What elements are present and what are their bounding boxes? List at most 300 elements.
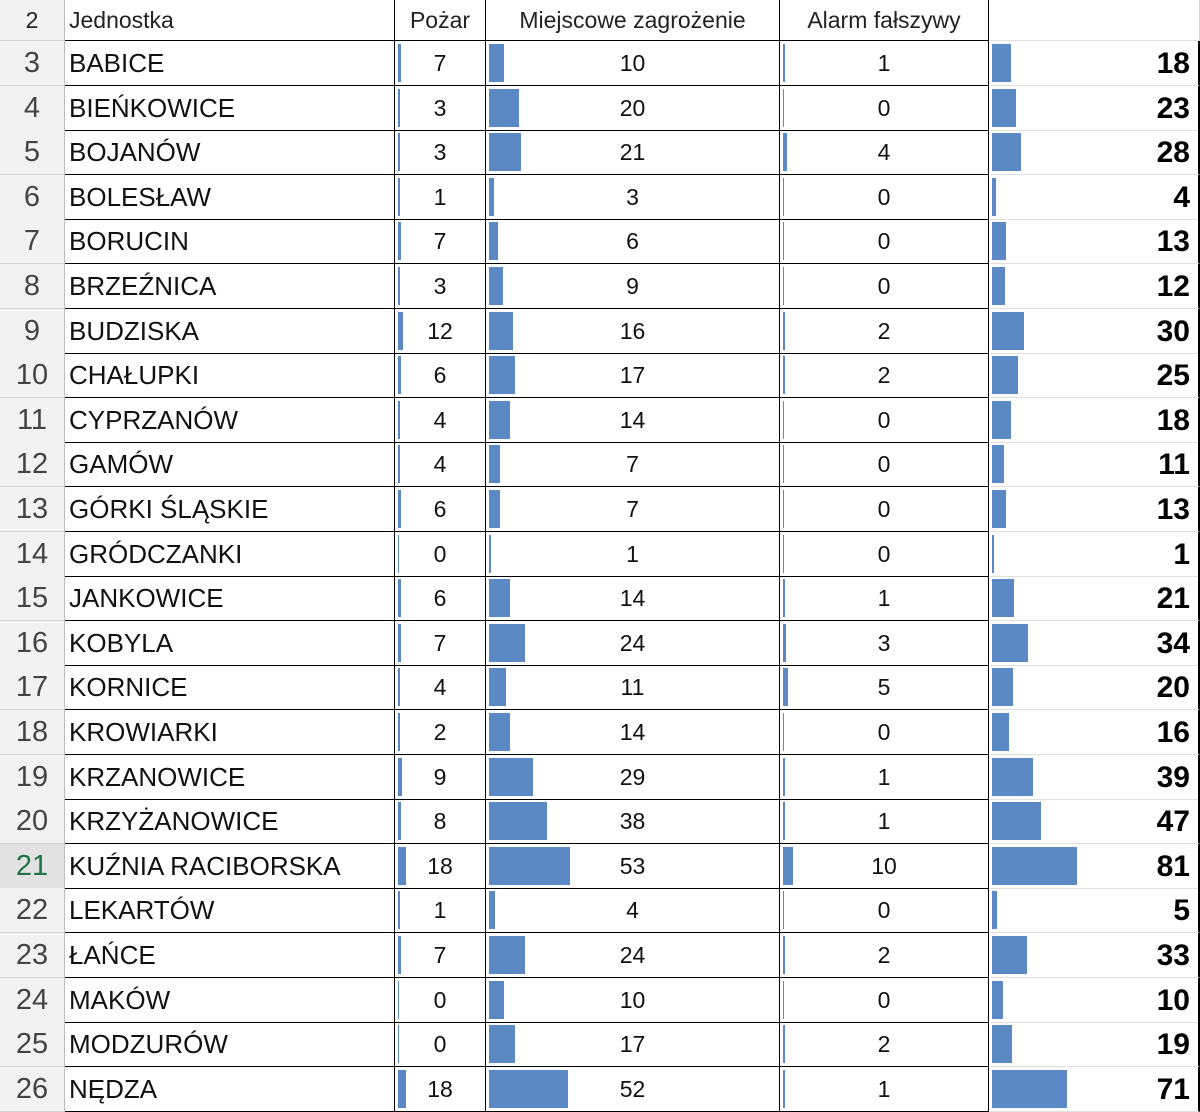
total-cell[interactable] [989,353,1200,398]
alarm-cell[interactable] [780,353,989,398]
table-row [0,130,1200,175]
alarm-value: 0 [877,540,891,567]
total-cell[interactable] [989,398,1200,443]
table-row [0,309,1200,354]
alarm-data-bar [783,267,784,305]
header-alarm-falszywy[interactable]: Alarm fałszywy [780,0,989,41]
alarm-data-bar [783,847,793,885]
unit-name-cell[interactable]: KOBYLA [65,621,395,666]
alarm-cell[interactable] [780,532,989,577]
total-data-bar [992,579,1014,617]
pozar-cell[interactable] [395,130,486,175]
alarm-cell[interactable] [780,1022,989,1067]
row-header[interactable]: 22 [0,888,65,933]
pozar-data-bar [398,1070,406,1108]
pozar-data-bar [398,936,401,974]
alarm-value: 10 [871,852,897,879]
miejscowe-data-bar [489,445,500,483]
miejscowe-cell[interactable] [486,978,780,1023]
alarm-data-bar [783,891,784,929]
row-header[interactable]: 8 [0,264,65,309]
miejscowe-cell[interactable] [486,710,780,755]
total-value: 20 [1156,671,1190,705]
total-cell[interactable] [989,710,1200,755]
alarm-value: 1 [877,50,891,76]
alarm-value: 0 [877,451,891,478]
unit-name-cell[interactable]: GÓRKI ŚLĄSKIE [65,487,395,532]
miejscowe-value: 7 [626,496,639,522]
total-cell[interactable] [989,978,1200,1023]
alarm-data-bar [783,535,784,573]
header-pozar[interactable]: Pożar [395,0,486,41]
table-row [0,353,1200,398]
total-value: 47 [1156,805,1190,839]
total-cell[interactable] [989,888,1200,933]
total-cell[interactable] [989,1022,1200,1067]
total-cell[interactable] [989,532,1200,577]
unit-name-cell[interactable]: JANKOWICE [65,576,395,621]
unit-name-cell[interactable]: KRZYŻANOWICE [65,799,395,844]
total-cell[interactable] [989,799,1200,844]
miejscowe-data-bar [489,936,525,974]
total-cell[interactable] [989,487,1200,532]
miejscowe-cell[interactable] [486,398,780,443]
pozar-value: 4 [433,451,447,478]
pozar-cell[interactable] [395,532,486,577]
total-cell[interactable] [989,41,1200,86]
unit-name-cell[interactable]: CYPRZANÓW [65,398,395,443]
total-cell[interactable] [989,755,1200,800]
total-data-bar [992,981,1003,1019]
alarm-cell[interactable] [780,219,989,264]
total-value: 34 [1156,626,1190,660]
unit-name-cell[interactable]: ŁAŃCE [65,933,395,978]
unit-name-cell[interactable]: BORUCIN [65,219,395,264]
total-data-bar [992,89,1016,127]
table-row [0,710,1200,755]
header-jednostka[interactable]: Jednostka [65,0,395,41]
total-data-bar [992,936,1027,974]
pozar-cell[interactable] [395,41,486,86]
miejscowe-cell[interactable] [486,621,780,666]
pozar-cell[interactable] [395,309,486,354]
row-header[interactable]: 18 [0,710,65,755]
total-cell[interactable] [989,264,1200,309]
miejscowe-cell[interactable] [486,309,780,354]
unit-name-cell[interactable]: KRZANOWICE [65,755,395,800]
total-value: 4 [1173,180,1190,214]
alarm-value: 0 [877,496,891,522]
table-row [0,888,1200,933]
alarm-data-bar [783,178,784,216]
pozar-data-bar [398,579,401,617]
table-row [0,1022,1200,1067]
pozar-data-bar [398,668,400,706]
pozar-data-bar [398,222,401,260]
row-header[interactable]: 7 [0,219,65,264]
pozar-cell[interactable] [395,710,486,755]
miejscowe-cell[interactable] [486,264,780,309]
miejscowe-cell[interactable] [486,532,780,577]
miejscowe-data-bar [489,981,504,1019]
pozar-data-bar [398,445,400,483]
miejscowe-cell[interactable] [486,576,780,621]
total-data-bar [992,44,1011,82]
pozar-value: 12 [427,317,453,344]
alarm-value: 0 [877,406,891,433]
total-data-bar [992,624,1028,662]
pozar-value: 3 [433,139,447,166]
miejscowe-data-bar [489,312,513,350]
pozar-cell[interactable] [395,933,486,978]
alarm-cell[interactable] [780,41,989,86]
row-header[interactable]: 24 [0,978,65,1023]
miejscowe-cell[interactable] [486,130,780,175]
pozar-cell[interactable] [395,621,486,666]
pozar-value: 1 [433,897,447,924]
pozar-value: 2 [433,719,447,745]
total-cell[interactable] [989,442,1200,487]
table-row [0,576,1200,621]
alarm-cell[interactable] [780,844,989,889]
row-header[interactable]: 26 [0,1067,65,1112]
miejscowe-data-bar [489,891,495,929]
miejscowe-cell[interactable] [486,353,780,398]
total-data-bar [992,312,1024,350]
miejscowe-data-bar [489,222,498,260]
pozar-value: 6 [433,362,447,389]
unit-name-cell[interactable]: CHAŁUPKI [65,353,395,398]
unit-name-cell[interactable]: KUŹNIA RACIBORSKA [65,844,395,889]
total-value: 13 [1156,225,1190,259]
miejscowe-data-bar [489,133,521,171]
miejscowe-cell[interactable] [486,86,780,131]
table-row [0,933,1200,978]
pozar-value: 7 [433,50,447,76]
row-header[interactable]: 19 [0,755,65,800]
total-data-bar [992,178,996,216]
total-data-bar [992,713,1009,751]
pozar-data-bar [398,535,399,573]
row-header[interactable]: 11 [0,398,65,443]
total-cell[interactable] [989,1067,1200,1112]
pozar-data-bar [398,401,400,439]
miejscowe-value: 11 [620,674,645,701]
row-header[interactable]: 15 [0,576,65,621]
total-data-bar [992,490,1006,528]
total-cell[interactable] [989,844,1200,889]
alarm-cell[interactable] [780,933,989,978]
table-row [0,175,1200,220]
total-cell[interactable] [989,309,1200,354]
table-row [0,978,1200,1023]
table-row [0,665,1200,710]
unit-name-cell[interactable]: GAMÓW [65,442,395,487]
alarm-cell[interactable] [780,576,989,621]
pozar-cell[interactable] [395,487,486,532]
unit-name-cell[interactable]: LEKARTÓW [65,888,395,933]
miejscowe-data-bar [489,802,547,840]
row-header[interactable]: 2 [0,0,65,41]
table-row [0,755,1200,800]
miejscowe-data-bar [489,89,519,127]
alarm-value: 0 [877,719,891,745]
total-value: 33 [1156,939,1190,972]
pozar-data-bar [398,981,399,1019]
pozar-cell[interactable] [395,576,486,621]
row-header[interactable]: 20 [0,799,65,844]
pozar-value: 0 [433,1031,447,1058]
alarm-cell[interactable] [780,1067,989,1112]
total-value: 18 [1156,403,1190,437]
total-data-bar [992,1025,1012,1063]
miejscowe-value: 10 [619,50,646,76]
total-data-bar [992,133,1021,171]
miejscowe-value: 20 [619,94,646,121]
total-value: 10 [1156,983,1190,1017]
pozar-cell[interactable] [395,86,486,131]
alarm-cell[interactable] [780,442,989,487]
pozar-cell[interactable] [395,888,486,933]
pozar-cell[interactable] [395,219,486,264]
miejscowe-data-bar [489,490,500,528]
alarm-value: 3 [877,629,891,656]
pozar-data-bar [398,758,402,796]
total-data-bar [992,267,1005,305]
miejscowe-cell[interactable] [486,219,780,264]
alarm-cell[interactable] [780,888,989,933]
alarm-data-bar [783,401,784,439]
pozar-value: 6 [433,585,447,612]
pozar-cell[interactable] [395,175,486,220]
alarm-cell[interactable] [780,86,989,131]
alarm-cell[interactable] [780,487,989,532]
row-header[interactable]: 10 [0,353,65,398]
row-header[interactable]: 4 [0,86,65,131]
miejscowe-value: 24 [619,629,646,656]
miejscowe-data-bar [489,401,510,439]
row-header[interactable]: 5 [0,130,65,175]
miejscowe-value: 29 [619,763,646,790]
row-header[interactable]: 9 [0,309,65,354]
miejscowe-cell[interactable] [486,933,780,978]
pozar-cell[interactable] [395,353,486,398]
total-cell[interactable] [989,86,1200,131]
pozar-data-bar [398,891,400,929]
table-row [0,1067,1200,1112]
miejscowe-data-bar [489,668,506,706]
total-value: 13 [1156,493,1190,526]
alarm-cell[interactable] [780,309,989,354]
total-cell[interactable] [989,219,1200,264]
miejscowe-value: 6 [626,228,639,255]
row-header[interactable]: 16 [0,621,65,666]
alarm-cell[interactable] [780,621,989,666]
pozar-cell[interactable] [395,844,486,889]
row-header[interactable]: 3 [0,41,65,86]
miejscowe-data-bar [489,356,515,394]
pozar-cell[interactable] [395,398,486,443]
alarm-cell[interactable] [780,130,989,175]
total-value: 25 [1156,359,1190,393]
row-header[interactable]: 25 [0,1022,65,1067]
alarm-cell[interactable] [780,398,989,443]
miejscowe-data-bar [489,535,491,573]
alarm-cell[interactable] [780,710,989,755]
alarm-data-bar [783,981,784,1019]
total-cell[interactable] [989,175,1200,220]
miejscowe-cell[interactable] [486,844,780,889]
miejscowe-data-bar [489,1025,515,1063]
table-row [0,442,1200,487]
total-cell[interactable] [989,933,1200,978]
pozar-cell[interactable] [395,755,486,800]
pozar-data-bar [398,356,401,394]
pozar-value: 7 [433,228,447,255]
header-total[interactable] [989,0,1200,41]
total-value: 19 [1156,1028,1190,1062]
miejscowe-cell[interactable] [486,442,780,487]
unit-name-cell[interactable]: KROWIARKI [65,710,395,755]
pozar-value: 4 [433,674,447,701]
total-value: 16 [1156,716,1190,749]
pozar-cell[interactable] [395,264,486,309]
miejscowe-cell[interactable] [486,799,780,844]
pozar-data-bar [398,713,400,751]
pozar-value: 1 [433,183,447,210]
total-cell[interactable] [989,576,1200,621]
miejscowe-data-bar [489,624,525,662]
pozar-cell[interactable] [395,978,486,1023]
table-row [0,487,1200,532]
row-header[interactable]: 13 [0,487,65,532]
miejscowe-cell[interactable] [486,1067,780,1112]
unit-name-cell[interactable]: BOLESŁAW [65,175,395,220]
pozar-value: 8 [433,808,447,835]
table-row [0,398,1200,443]
pozar-cell[interactable] [395,1067,486,1112]
unit-name-cell[interactable]: MAKÓW [65,978,395,1023]
table-row [0,799,1200,844]
alarm-data-bar [783,312,785,350]
unit-name-cell[interactable]: BOJANÓW [65,130,395,175]
row-header[interactable]: 17 [0,665,65,710]
total-value: 71 [1156,1072,1190,1106]
alarm-value: 1 [877,763,891,790]
alarm-data-bar [783,758,785,796]
header-miejscowe-zagrozenie[interactable]: Miejscowe zagrożenie [486,0,780,41]
pozar-cell[interactable] [395,665,486,710]
total-data-bar [992,535,994,573]
pozar-value: 4 [433,406,447,433]
unit-name-cell[interactable]: BUDZISKA [65,309,395,354]
total-data-bar [992,356,1018,394]
alarm-data-bar [783,445,784,483]
table-row [0,41,1200,86]
pozar-data-bar [398,178,400,216]
table-row [0,86,1200,131]
miejscowe-data-bar [489,847,570,885]
pozar-value: 7 [433,629,447,656]
pozar-value: 3 [433,273,447,299]
miejscowe-value: 1 [626,540,639,567]
total-cell[interactable] [989,621,1200,666]
alarm-data-bar [783,44,785,82]
miejscowe-value: 16 [619,317,646,344]
row-header[interactable]: 6 [0,175,65,220]
total-data-bar [992,758,1033,796]
alarm-cell[interactable] [780,175,989,220]
pozar-value: 6 [433,496,447,522]
miejscowe-cell[interactable] [486,175,780,220]
pozar-value: 3 [433,94,447,121]
miejscowe-data-bar [489,579,510,617]
pozar-data-bar [398,133,400,171]
unit-name-cell[interactable]: MODZURÓW [65,1022,395,1067]
alarm-data-bar [783,356,785,394]
table-row [0,532,1200,577]
miejscowe-cell[interactable] [486,487,780,532]
alarm-data-bar [783,668,788,706]
miejscowe-cell[interactable] [486,755,780,800]
total-data-bar [992,891,997,929]
miejscowe-cell[interactable] [486,41,780,86]
alarm-value: 2 [877,1031,891,1058]
alarm-cell[interactable] [780,978,989,1023]
alarm-cell[interactable] [780,755,989,800]
pozar-data-bar [398,312,403,350]
total-data-bar [992,401,1011,439]
total-value: 23 [1156,91,1190,125]
alarm-value: 1 [877,1075,891,1102]
alarm-cell[interactable] [780,264,989,309]
miejscowe-cell[interactable] [486,1022,780,1067]
row-header[interactable]: 14 [0,532,65,577]
miejscowe-cell[interactable] [486,888,780,933]
unit-name-cell[interactable]: KORNICE [65,665,395,710]
alarm-data-bar [783,936,785,974]
row-header[interactable]: 12 [0,442,65,487]
total-value: 30 [1156,314,1190,348]
alarm-data-bar [783,579,785,617]
pozar-cell[interactable] [395,799,486,844]
unit-name-cell[interactable]: BRZEŹNICA [65,264,395,309]
alarm-cell[interactable] [780,799,989,844]
alarm-cell[interactable] [780,665,989,710]
alarm-value: 2 [877,942,891,968]
header-row [0,0,1200,41]
pozar-cell[interactable] [395,1022,486,1067]
pozar-value: 7 [433,942,447,968]
alarm-value: 0 [877,986,891,1013]
unit-name-cell[interactable]: BABICE [65,41,395,86]
total-cell[interactable] [989,130,1200,175]
unit-name-cell[interactable]: BIEŃKOWICE [65,86,395,131]
miejscowe-cell[interactable] [486,665,780,710]
unit-name-cell[interactable]: GRÓDCZANKI [65,532,395,577]
unit-name-cell[interactable]: NĘDZA [65,1067,395,1112]
table-row [0,219,1200,264]
pozar-value: 9 [433,763,447,790]
alarm-data-bar [783,1070,785,1108]
alarm-value: 0 [877,183,891,210]
pozar-cell[interactable] [395,442,486,487]
total-cell[interactable] [989,665,1200,710]
row-header[interactable]: 23 [0,933,65,978]
row-header[interactable]: 21 [0,844,65,889]
total-data-bar [992,1070,1067,1108]
alarm-data-bar [783,624,786,662]
